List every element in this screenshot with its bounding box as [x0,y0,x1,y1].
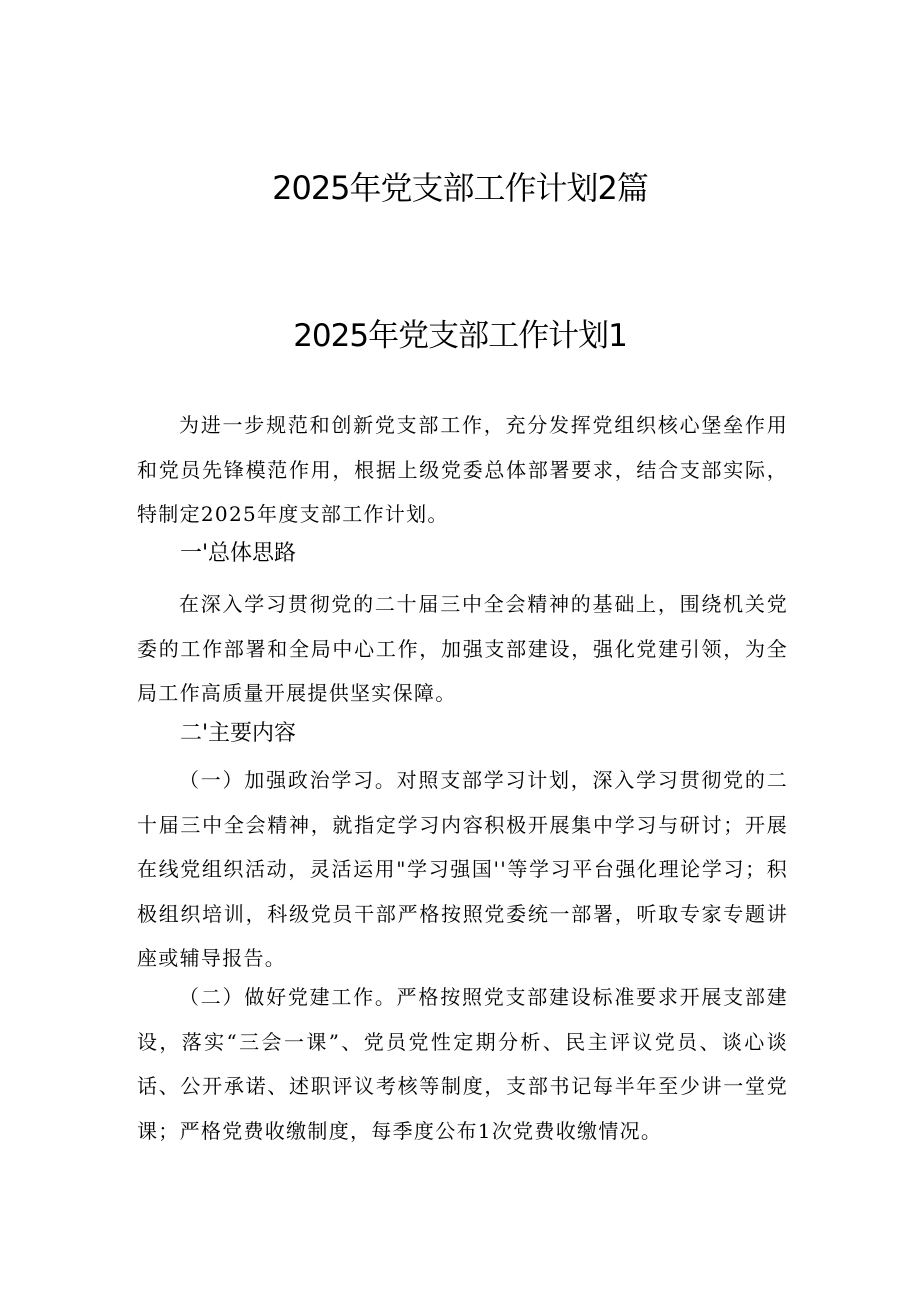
section-paragraph: （一）加强政治学习。对照支部学习计划，深入学习贯彻党的二十届三中全会精神，就指定学习内容积极开展集中学习与研讨；开展在线党组织活动，灵活运用"学习强国''等学习平台强化理论学习；积极组织培训，科级党员干部严格按照党委统一部署，听取专家专题讲座或辅导报告。 [137,768,788,970]
document-title: 2025年党支部工作计划2篇 [272,169,648,207]
section-heading-main-content: 二'主要内容 [180,721,297,746]
intro-paragraph: 为进一步规范和创新党支部工作，充分发挥党组织核心堡垒作用和党员先锋模范作用，根据上级党委总体部署要求，结合支部实际，特制定2025年度支部工作计划。 [137,413,788,526]
section-paragraph: （二）做好党建工作。严格按照党支部建设标准要求开展支部建设，落实“三会一课”、党员党性定期分析、民主评议党员、谈心谈话、公开承诺、述职评议考核等制度，支部书记每半年至少讲一堂党课；严格党费收缴制度，每季度公布1次党费收缴情况。 [137,985,788,1143]
document-subtitle: 2025年党支部工作计划1 [293,318,627,354]
section-paragraph: 在深入学习贯彻党的二十届三中全会精神的基础上，围绕机关党委的工作部署和全局中心工作，加强支部建设，强化党建引领，为全局工作高质量开展提供坚实保障。 [137,592,788,705]
section-heading-overall-approach: 一'总体思路 [180,541,297,566]
